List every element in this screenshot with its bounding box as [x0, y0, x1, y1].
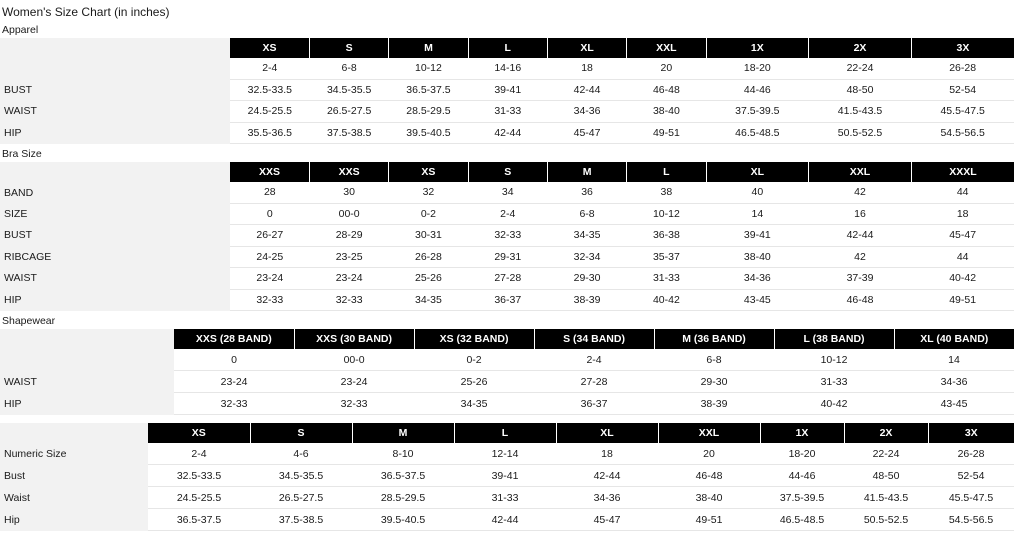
table-cell: 22-24 [844, 443, 928, 465]
table-cell: 46.5-48.5 [706, 122, 809, 144]
table-cell: 42-44 [809, 225, 912, 247]
col-header: S [250, 423, 352, 443]
table-cell: 38-40 [706, 246, 809, 268]
col-header: XS [148, 423, 250, 443]
table-cell: 34-35 [547, 225, 626, 247]
table-cell: 23-24 [230, 268, 309, 290]
table-cell: 49-51 [627, 122, 706, 144]
table-cell: 34.5-35.5 [250, 465, 352, 487]
table-cell: 46-48 [809, 289, 912, 311]
table-cell: 36-37 [534, 393, 654, 415]
table-row [0, 465, 1014, 487]
table-cell: 28-29 [309, 225, 388, 247]
table-row [0, 225, 1014, 247]
table-cell: 50.5-52.5 [809, 122, 912, 144]
col-header: XXL [627, 38, 706, 58]
table-row [0, 371, 1014, 393]
bra-size-table [0, 162, 1014, 311]
table-row [0, 246, 1014, 268]
col-header: 2X [844, 423, 928, 443]
table-cell: 00-0 [294, 349, 414, 371]
shapewear-table [0, 329, 1014, 415]
table-cell: 34-35 [414, 393, 534, 415]
table-cell: 44 [911, 182, 1014, 203]
table-cell: 35.5-36.5 [230, 122, 309, 144]
table-cell: 10-12 [774, 349, 894, 371]
table-cell: 31-33 [627, 268, 706, 290]
table-cell: 41.5-43.5 [844, 487, 928, 509]
table-cell: 42-44 [454, 509, 556, 531]
table-cell: 42 [809, 246, 912, 268]
table-cell: 27-28 [534, 371, 654, 393]
col-header: XL (40 BAND) [894, 329, 1014, 349]
table-cell: 42-44 [556, 465, 658, 487]
table-cell: 32-33 [309, 289, 388, 311]
page-title: Women's Size Chart (in inches) [2, 5, 170, 19]
table-cell: 24-25 [230, 246, 309, 268]
table-cell: 44 [911, 246, 1014, 268]
row-label: BUST [0, 79, 230, 101]
shapewear-table-wrap [0, 329, 1014, 415]
apparel-table-wrap [0, 38, 1014, 144]
table-cell: 0 [174, 349, 294, 371]
row-label: HIP [0, 393, 174, 415]
table-cell: 35-37 [627, 246, 706, 268]
table-cell: 39.5-40.5 [389, 122, 468, 144]
row-label: RIBCAGE [0, 246, 230, 268]
table-cell: 28 [230, 182, 309, 203]
row-label: HIP [0, 289, 230, 311]
table-cell: 39-41 [706, 225, 809, 247]
table-cell: 36-37 [468, 289, 547, 311]
table-cell: 38 [627, 182, 706, 203]
table-cell: 26-28 [928, 443, 1014, 465]
table-cell: 22-24 [809, 58, 912, 79]
table-cell: 29-31 [468, 246, 547, 268]
row-label: WAIST [0, 268, 230, 290]
col-header: 2X [809, 38, 912, 58]
table-cell: 31-33 [774, 371, 894, 393]
numeric-table-wrap [0, 423, 1014, 531]
row-label: WAIST [0, 371, 174, 393]
table-cell: 38-40 [627, 101, 706, 123]
table-cell: 18 [911, 203, 1014, 225]
table-cell: 46.5-48.5 [760, 509, 844, 531]
table-cell: 37.5-39.5 [760, 487, 844, 509]
table-cell: 37.5-39.5 [706, 101, 809, 123]
table-cell: 34-36 [547, 101, 626, 123]
table-row [0, 79, 1014, 101]
col-header: XL [706, 162, 809, 182]
table-cell: 20 [627, 58, 706, 79]
section-spacer [0, 415, 1014, 423]
apparel-table [0, 38, 1014, 144]
table-cell: 30 [309, 182, 388, 203]
col-header: XL [556, 423, 658, 443]
table-cell: 44-46 [706, 79, 809, 101]
col-header: XS (32 BAND) [414, 329, 534, 349]
table-cell: 52-54 [928, 465, 1014, 487]
corner-cell [0, 423, 148, 443]
table-cell: 29-30 [654, 371, 774, 393]
col-header: S (34 BAND) [534, 329, 654, 349]
col-header: L (38 BAND) [774, 329, 894, 349]
table-cell: 14-16 [468, 58, 547, 79]
table-cell: 34-36 [556, 487, 658, 509]
table-cell: 46-48 [658, 465, 760, 487]
table-cell: 0 [230, 203, 309, 225]
table-header-row [0, 329, 1014, 349]
table-cell: 26-28 [911, 58, 1014, 79]
table-cell: 34 [468, 182, 547, 203]
table-cell: 0-2 [389, 203, 468, 225]
table-cell: 26.5-27.5 [250, 487, 352, 509]
numeric-size-table [0, 423, 1014, 531]
col-header: XXS (28 BAND) [174, 329, 294, 349]
table-cell: 18-20 [706, 58, 809, 79]
col-header: M (36 BAND) [654, 329, 774, 349]
table-cell: 43-45 [894, 393, 1014, 415]
table-row [0, 101, 1014, 123]
table-cell: 43-45 [706, 289, 809, 311]
table-cell: 26-27 [230, 225, 309, 247]
table-cell: 38-39 [547, 289, 626, 311]
table-cell: 52-54 [911, 79, 1014, 101]
section-label-apparel: Apparel [2, 24, 39, 36]
table-cell: 25-26 [389, 268, 468, 290]
row-label: Numeric Size [0, 443, 148, 465]
table-cell: 48-50 [844, 465, 928, 487]
table-row [0, 509, 1014, 531]
table-header-row [0, 162, 1014, 182]
table-cell: 32-33 [230, 289, 309, 311]
table-cell: 34-35 [389, 289, 468, 311]
col-header: 3X [928, 423, 1014, 443]
table-cell: 6-8 [309, 58, 388, 79]
table-cell: 45-47 [547, 122, 626, 144]
col-header: XXL [658, 423, 760, 443]
table-cell: 10-12 [389, 58, 468, 79]
row-label: WAIST [0, 101, 230, 123]
row-label: HIP [0, 122, 230, 144]
col-header: M [389, 38, 468, 58]
table-cell: 54.5-56.5 [928, 509, 1014, 531]
table-cell: 48-50 [809, 79, 912, 101]
bra-size-table-wrap [0, 162, 1014, 311]
table-cell: 40-42 [627, 289, 706, 311]
col-header: 1X [706, 38, 809, 58]
table-cell: 41.5-43.5 [809, 101, 912, 123]
table-cell: 45-47 [556, 509, 658, 531]
table-cell: 28.5-29.5 [389, 101, 468, 123]
table-cell: 26.5-27.5 [309, 101, 388, 123]
section-label-shapewear: Shapewear [2, 315, 56, 327]
table-row [0, 289, 1014, 311]
row-label: SIZE [0, 203, 230, 225]
table-row [0, 393, 1014, 415]
table-cell: 34-36 [706, 268, 809, 290]
table-header-row [0, 38, 1014, 58]
table-cell: 23-25 [309, 246, 388, 268]
table-row [0, 349, 1014, 371]
table-cell: 42-44 [468, 122, 547, 144]
col-header: XXS (30 BAND) [294, 329, 414, 349]
table-cell: 23-24 [309, 268, 388, 290]
table-cell: 4-6 [250, 443, 352, 465]
table-cell: 12-14 [454, 443, 556, 465]
table-cell: 32-34 [547, 246, 626, 268]
table-cell: 45-47 [911, 225, 1014, 247]
table-cell: 54.5-56.5 [911, 122, 1014, 144]
table-cell: 29-30 [547, 268, 626, 290]
table-cell: 32.5-33.5 [148, 465, 250, 487]
table-cell: 27-28 [468, 268, 547, 290]
table-row [0, 122, 1014, 144]
row-label: Waist [0, 487, 148, 509]
table-cell: 32-33 [468, 225, 547, 247]
table-cell: 2-4 [534, 349, 654, 371]
table-cell: 2-4 [468, 203, 547, 225]
table-row [0, 58, 1014, 79]
section-label-bra-size: Bra Size [2, 148, 42, 160]
table-cell: 20 [658, 443, 760, 465]
table-cell: 2-4 [148, 443, 250, 465]
corner-cell [0, 162, 230, 182]
row-label [0, 349, 174, 371]
col-header: XXS [230, 162, 309, 182]
table-cell: 28.5-29.5 [352, 487, 454, 509]
col-header: XS [389, 162, 468, 182]
table-cell: 24.5-25.5 [230, 101, 309, 123]
table-cell: 00-0 [309, 203, 388, 225]
table-cell: 6-8 [547, 203, 626, 225]
table-cell: 37.5-38.5 [250, 509, 352, 531]
table-cell: 40 [706, 182, 809, 203]
row-label: BUST [0, 225, 230, 247]
table-cell: 42-44 [547, 79, 626, 101]
col-header: M [547, 162, 626, 182]
col-header: XS [230, 38, 309, 58]
table-cell: 40-42 [911, 268, 1014, 290]
corner-cell [0, 329, 174, 349]
row-label: BAND [0, 182, 230, 203]
table-cell: 38-40 [658, 487, 760, 509]
table-cell: 23-24 [174, 371, 294, 393]
table-row [0, 487, 1014, 509]
table-cell: 34.5-35.5 [309, 79, 388, 101]
table-cell: 50.5-52.5 [844, 509, 928, 531]
table-cell: 14 [894, 349, 1014, 371]
col-header: XL [547, 38, 626, 58]
table-cell: 34-36 [894, 371, 1014, 393]
col-header: 3X [911, 38, 1014, 58]
table-cell: 18 [547, 58, 626, 79]
table-cell: 36-38 [627, 225, 706, 247]
table-cell: 49-51 [658, 509, 760, 531]
table-cell: 16 [809, 203, 912, 225]
table-cell: 14 [706, 203, 809, 225]
row-label: Hip [0, 509, 148, 531]
table-cell: 39-41 [468, 79, 547, 101]
table-cell: 49-51 [911, 289, 1014, 311]
table-cell: 36.5-37.5 [389, 79, 468, 101]
table-cell: 46-48 [627, 79, 706, 101]
table-cell: 32-33 [294, 393, 414, 415]
table-cell: 10-12 [627, 203, 706, 225]
table-cell: 37-39 [809, 268, 912, 290]
table-cell: 6-8 [654, 349, 774, 371]
table-cell: 37.5-38.5 [309, 122, 388, 144]
col-header: S [468, 162, 547, 182]
table-cell: 0-2 [414, 349, 534, 371]
col-header: XXL [809, 162, 912, 182]
table-cell: 36.5-37.5 [352, 465, 454, 487]
table-cell: 45.5-47.5 [928, 487, 1014, 509]
table-row [0, 443, 1014, 465]
table-cell: 32-33 [174, 393, 294, 415]
table-row [0, 203, 1014, 225]
table-cell: 8-10 [352, 443, 454, 465]
table-cell: 39-41 [454, 465, 556, 487]
col-header: S [309, 38, 388, 58]
col-header: L [627, 162, 706, 182]
table-cell: 31-33 [454, 487, 556, 509]
col-header: XXS [309, 162, 388, 182]
table-cell: 38-39 [654, 393, 774, 415]
col-header: L [468, 38, 547, 58]
table-cell: 45.5-47.5 [911, 101, 1014, 123]
table-cell: 39.5-40.5 [352, 509, 454, 531]
table-cell: 2-4 [230, 58, 309, 79]
table-cell: 18 [556, 443, 658, 465]
table-cell: 26-28 [389, 246, 468, 268]
table-row [0, 182, 1014, 203]
table-cell: 18-20 [760, 443, 844, 465]
table-cell: 44-46 [760, 465, 844, 487]
table-cell: 42 [809, 182, 912, 203]
corner-cell [0, 38, 230, 58]
col-header: M [352, 423, 454, 443]
table-cell: 30-31 [389, 225, 468, 247]
table-cell: 23-24 [294, 371, 414, 393]
table-cell: 32 [389, 182, 468, 203]
table-cell: 36.5-37.5 [148, 509, 250, 531]
table-cell: 40-42 [774, 393, 894, 415]
table-row [0, 268, 1014, 290]
col-header: 1X [760, 423, 844, 443]
col-header: L [454, 423, 556, 443]
table-cell: 31-33 [468, 101, 547, 123]
table-cell: 24.5-25.5 [148, 487, 250, 509]
table-cell: 25-26 [414, 371, 534, 393]
table-header-row [0, 423, 1014, 443]
col-header: XXXL [911, 162, 1014, 182]
row-label [0, 58, 230, 79]
row-label: Bust [0, 465, 148, 487]
table-cell: 36 [547, 182, 626, 203]
table-cell: 32.5-33.5 [230, 79, 309, 101]
